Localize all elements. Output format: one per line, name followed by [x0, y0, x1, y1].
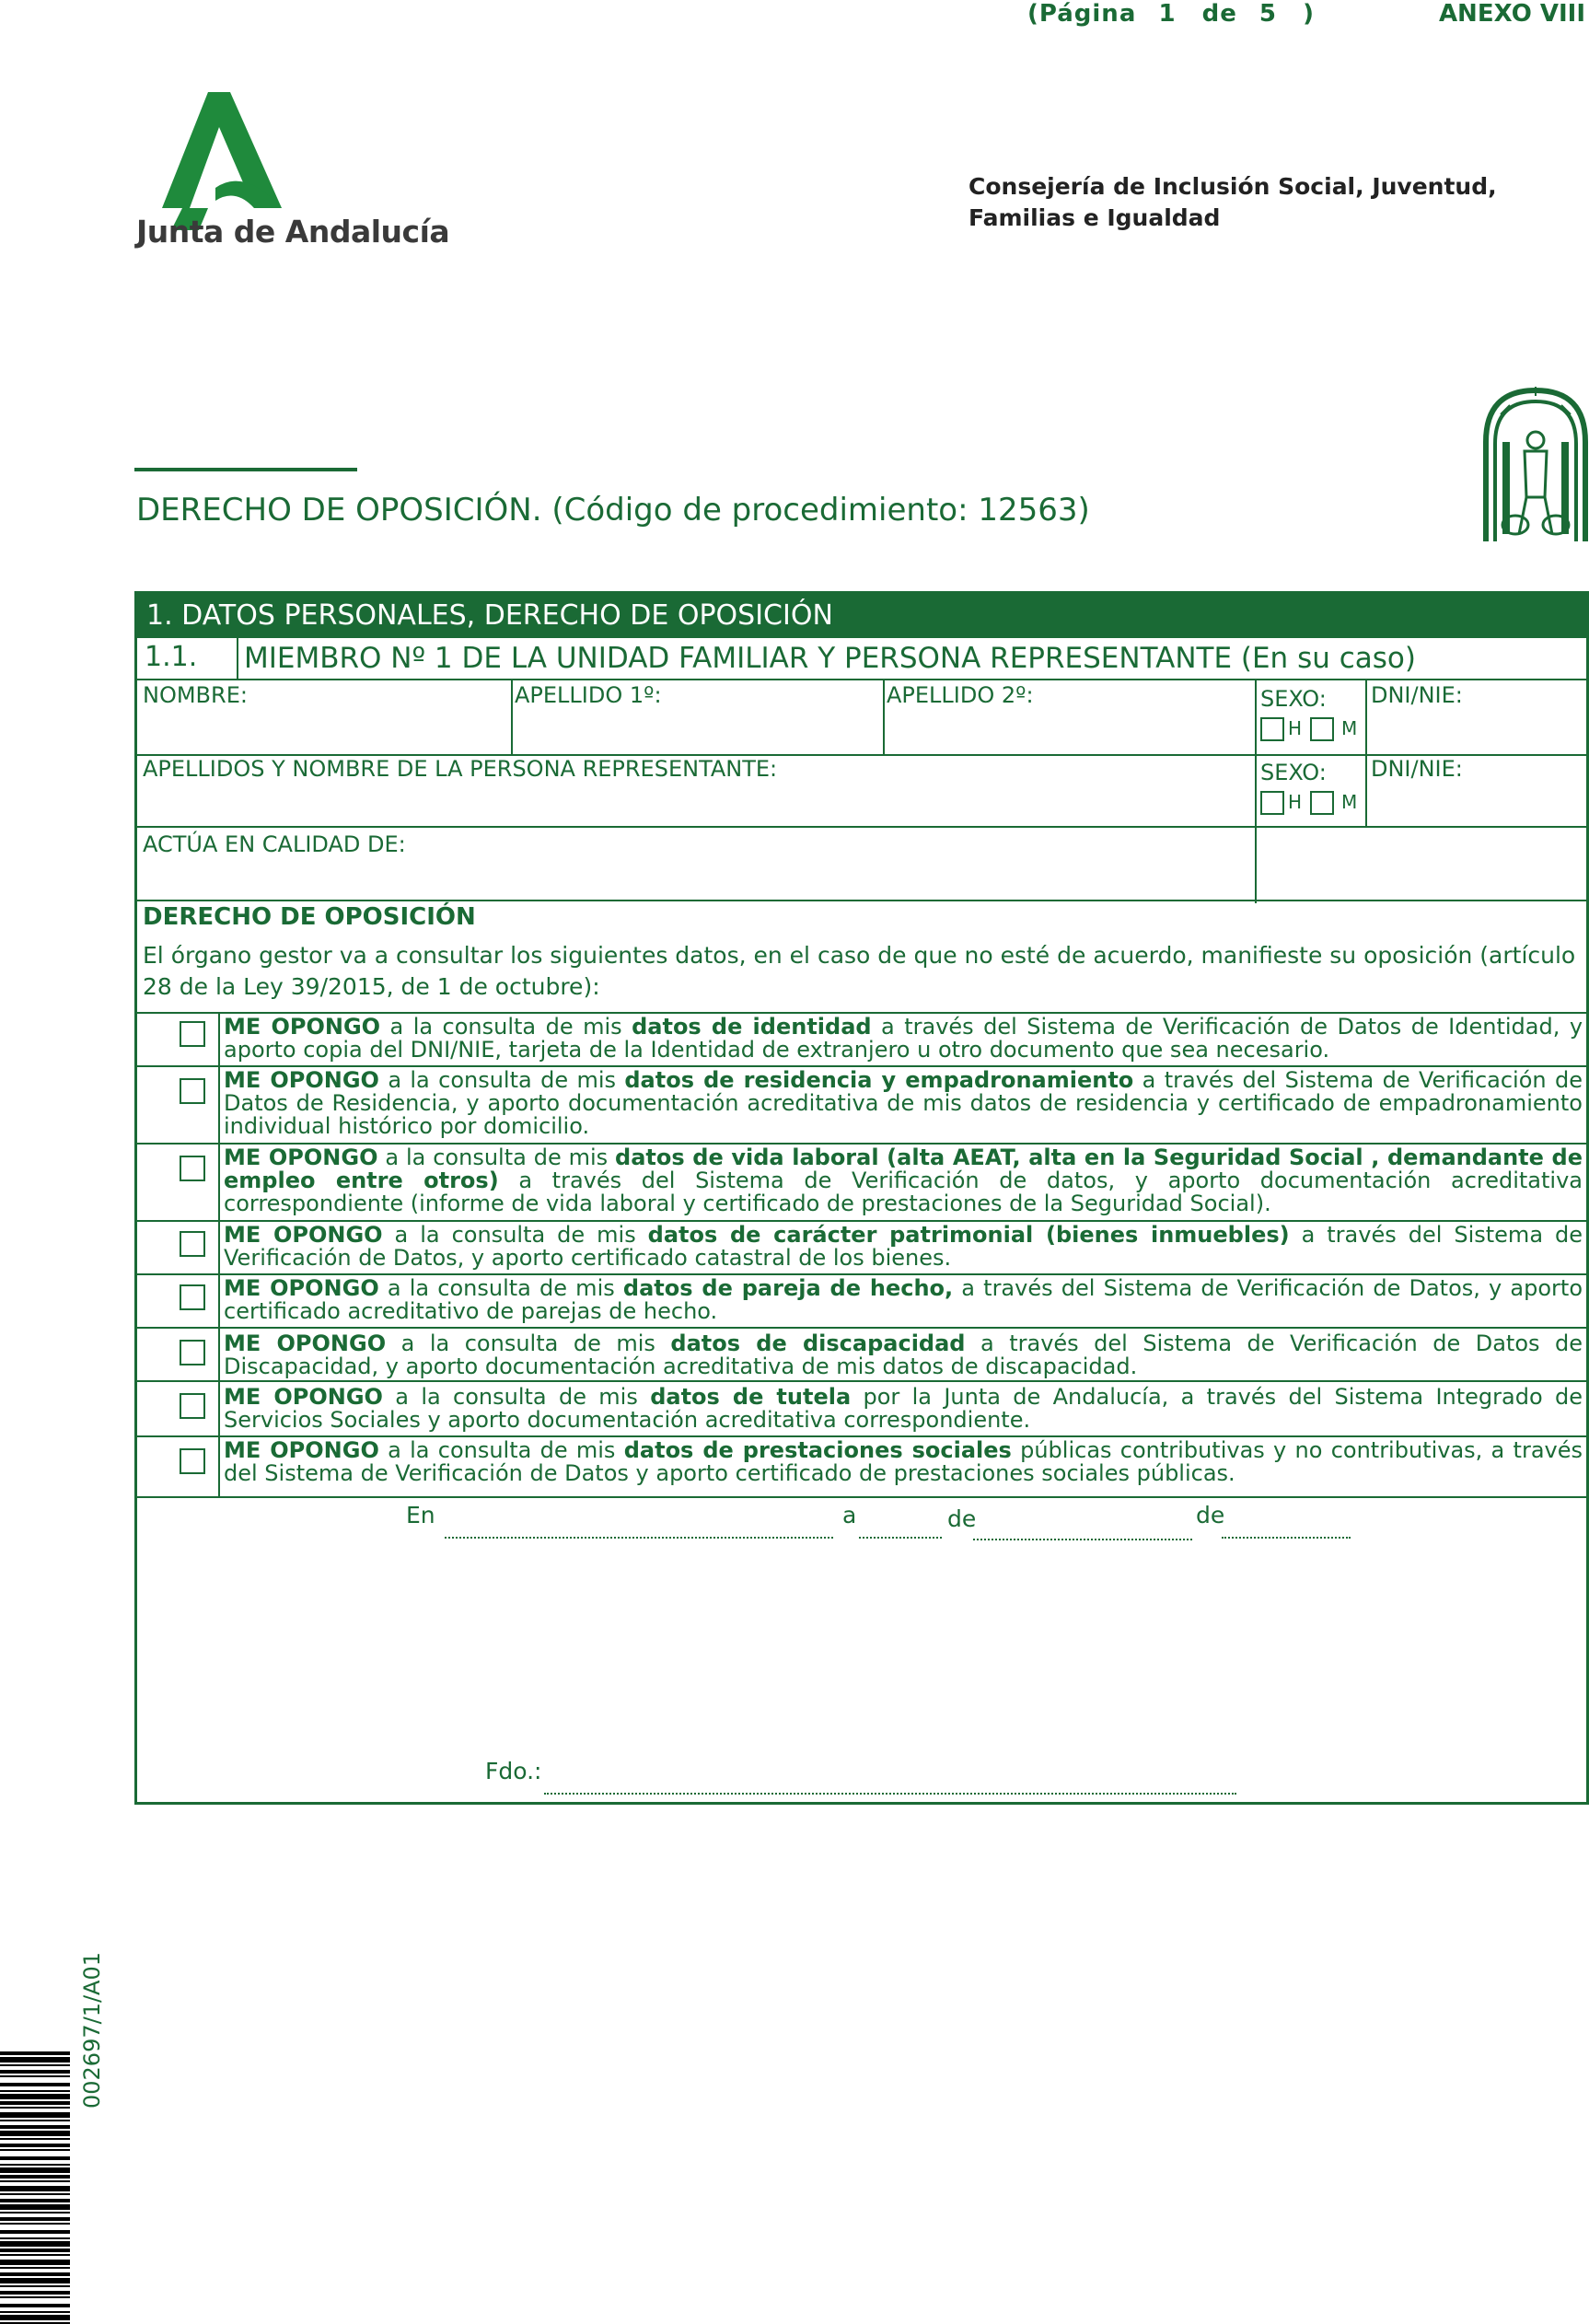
oppose-disability-checkbox[interactable] [180, 1340, 205, 1365]
calidad-label: ACTÚA EN CALIDAD DE: [143, 831, 406, 857]
oppose-partnership-checkbox[interactable] [180, 1284, 205, 1310]
divider [237, 638, 238, 679]
divider [137, 826, 1586, 828]
registration-code: 002697/1/A01 [79, 1951, 105, 2109]
apellido1-label: APELLIDO 1º: [515, 682, 662, 708]
logo-text: Junta de Andalucía [136, 214, 450, 250]
oppose-identity-checkbox[interactable] [180, 1021, 205, 1047]
day-input[interactable] [859, 1537, 942, 1539]
page-number: 1 [1158, 0, 1177, 28]
day-label: a [842, 1502, 857, 1528]
consejeria-line-2: Familias e Igualdad [968, 204, 1221, 231]
sexo-h-checkbox[interactable] [1260, 717, 1284, 741]
month-label: de [947, 1505, 977, 1532]
dni-rep-label: DNI/NIE: [1371, 756, 1463, 782]
oppose-disability-text: ME OPONGO a la consulta de mis datos de discapacidad a través del Sistema de Verificación de Datos de Discapacidad, y aporto documentación acreditativa de mis datos de discapacidad. [224, 1330, 1583, 1379]
place-input[interactable] [445, 1537, 833, 1539]
opposition-heading: DERECHO DE OPOSICIÓN [143, 903, 476, 931]
divider [137, 679, 1586, 680]
sexo-rep-label: SEXO: [1260, 760, 1327, 785]
divider [1255, 679, 1257, 903]
divider [1365, 679, 1367, 826]
oppose-benefits-text: ME OPONGO a la consulta de mis datos de prestaciones sociales públicas contributivas y no contributivas, a través del Sistema de Verificación de Datos y aporto certificado de prestaciones sociales públicas. [224, 1437, 1583, 1486]
place-label: En [406, 1502, 435, 1528]
page-indicator [1027, 0, 1315, 28]
divider [883, 679, 885, 754]
oppose-benefits-checkbox[interactable] [180, 1448, 205, 1474]
sexo-rep-m-label: M [1341, 791, 1358, 813]
sexo-m-checkbox[interactable] [1310, 717, 1334, 741]
section-heading: 1. DATOS PERSONALES, DERECHO DE OPOSICIÓN [137, 594, 1586, 638]
sexo-rep-m-checkbox[interactable] [1310, 791, 1334, 815]
oppose-patrimony-text: ME OPONGO a la consulta de mis datos de carácter patrimonial (bienes inmuebles) a través del Sistema de Verificación de Datos, y aporto certificado catastral de los bienes. [224, 1222, 1583, 1271]
sexo-rep-h-checkbox[interactable] [1260, 791, 1284, 815]
apellido2-label: APELLIDO 2º: [887, 682, 1034, 708]
divider [137, 1327, 1586, 1329]
opposition-intro: El órgano gestor va a consultar los siguientes datos, en el caso de que no esté de acuerdo, manifieste su oposición (artículo 28 de la Ley 39/2015, de 1 de octubre): [143, 942, 1576, 1000]
sexo-h-label: H [1288, 717, 1303, 739]
oppose-patrimony-checkbox[interactable] [180, 1231, 205, 1257]
signature-label: Fdo.: [485, 1758, 542, 1784]
signature-input[interactable] [544, 1793, 1236, 1795]
oppose-partnership-text: ME OPONGO a la consulta de mis datos de pareja de hecho, a través del Sistema de Verificación de Datos, y aporto certificado acreditativo de parejas de hecho. [224, 1275, 1583, 1324]
oppose-work-life-checkbox[interactable] [180, 1156, 205, 1181]
month-input[interactable] [973, 1539, 1192, 1540]
oppose-identity-text: ME OPONGO a la consulta de mis datos de identidad a través del Sistema de Verificación de Datos de Identidad, y aporto copia del DNI/NIE, tarjeta de la Identidad de extranjero u otro documento que sea necesario. [224, 1014, 1583, 1063]
divider [137, 900, 1586, 901]
page-prefix: (Página [1027, 0, 1137, 28]
oppose-guardianship-checkbox[interactable] [180, 1393, 205, 1419]
oppose-work-life-text: ME OPONGO a la consulta de mis datos de vida laboral (alta AEAT, alta en la Seguridad Social , demandante de empleo entre otros) a través del Sistema de Verificación de datos, y aporto documentación acreditativa correspondiente (informe de vida laboral y certificado de prestaciones de la Seguridad Social). [224, 1145, 1583, 1216]
andalucia-seal-icon [1482, 387, 1589, 541]
oppose-residence-checkbox[interactable] [180, 1078, 205, 1104]
page-suffix: ) [1303, 0, 1315, 28]
annex-label: ANEXO VIII [1438, 0, 1585, 28]
oppose-guardianship-text: ME OPONGO a la consulta de mis datos de tutela por la Junta de Andalucía, a través del Sistema Integrado de Servicios Sociales y aporto documentación acreditativa correspondiente. [224, 1384, 1583, 1433]
barcode-icon [0, 2051, 70, 2324]
sexo-m-label: M [1341, 717, 1358, 739]
subsection-number: 1.1. [145, 641, 198, 673]
representante-label: APELLIDOS Y NOMBRE DE LA PERSONA REPRESENTANTE: [143, 756, 778, 782]
divider [137, 1380, 1586, 1382]
sexo-rep-h-label: H [1288, 791, 1303, 813]
title-rule [134, 468, 357, 471]
page-total: 5 [1258, 0, 1277, 28]
sexo-label: SEXO: [1260, 686, 1327, 712]
subsection-title: MIEMBRO Nº 1 DE LA UNIDAD FAMILIAR Y PERSONA REPRESENTANTE (En su caso) [244, 642, 1416, 675]
personal-data-form [134, 591, 1589, 1805]
year-input[interactable] [1222, 1537, 1351, 1539]
dni-label: DNI/NIE: [1371, 682, 1463, 708]
oppose-residence-text: ME OPONGO a la consulta de mis datos de residencia y empadronamiento a través del Sistema de Verificación de Datos de Residencia, y aporto documentación acreditativa de mis datos de residencia y certificado de empadronamiento individual histórico por domicilio. [224, 1067, 1583, 1139]
page-of: de [1201, 0, 1237, 28]
document-title: DERECHO DE OPOSICIÓN. (Código de procedimiento: 12563) [136, 492, 1090, 529]
divider [218, 1435, 220, 1496]
divider [511, 679, 513, 754]
nombre-label: NOMBRE: [143, 682, 248, 708]
consejeria-name [968, 171, 1497, 234]
divider [137, 1496, 1586, 1498]
year-label: de [1196, 1502, 1225, 1528]
consejeria-line-1: Consejería de Inclusión Social, Juventud, [968, 173, 1497, 200]
